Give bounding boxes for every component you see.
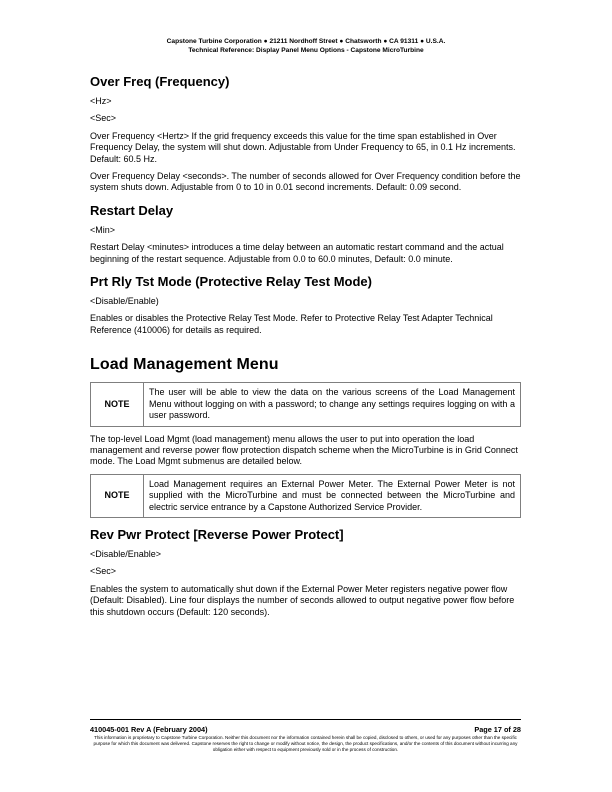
footer-page-number: Page 17 of 28	[474, 725, 521, 734]
rev-pwr-unit-sec: <Sec>	[90, 566, 117, 577]
footer-divider	[90, 719, 521, 720]
over-freq-heading: Over Freq (Frequency)	[90, 74, 230, 89]
note-label: NOTE	[91, 474, 144, 517]
load-management-heading: Load Management Menu	[90, 356, 279, 374]
rev-pwr-description: Enables the system to automatically shut down if the External Power Meter registers negative power flow (Default: Disabled). Line four displays the number of seconds allowed to output negative power flow before this shutdown occurs (Default: 120 seconds).	[90, 583, 515, 617]
over-freq-unit-hz: <Hz>	[90, 96, 112, 106]
note-box-password	[90, 382, 521, 426]
prt-rly-unit: <Disable/Enable)	[90, 296, 159, 307]
note-text: Load Management requires an External Power Meter. The External Power Meter is not supplied with the MicroTurbine and must be connected between the MicroTurbine and electric service entrance by a Capstone Authorized Service Provider.	[144, 474, 521, 517]
rev-pwr-unit-enable: <Disable/Enable>	[90, 548, 162, 559]
over-freq-unit-sec: <Sec>	[90, 113, 117, 124]
footer-doc-id: 410045-001 Rev A (February 2004)	[90, 725, 208, 734]
over-freq-description: Over Frequency <Hertz> If the grid frequency exceeds this value for the time span established in Over Frequency Delay, the system will shut down. Adjustable from Under Frequency to 65, in 0.1 Hz increments. Default: 60.5 Hz.	[90, 130, 516, 164]
header-address: Capstone Turbine Corporation ● 21211 Nordhoff Street ● Chatsworth ● CA 91311 ● U.S.A.	[166, 38, 446, 45]
header-doc-title: Technical Reference: Display Panel Menu Options - Capstone MicroTurbine	[188, 47, 424, 54]
note-box-power-meter	[90, 474, 521, 518]
prt-rly-heading: Prt Rly Tst Mode (Protective Relay Test Mode)	[90, 274, 372, 290]
over-freq-delay-description: Over Frequency Delay <seconds>. The number of seconds allowed for Over Frequency condition before the system shuts down. Adjustable from 0 to 10 in 0.01 second increments. Default: 0.09 second.	[90, 171, 521, 193]
note-text: The user will be able to view the data on the various screens of the Load Management Menu without logging on with a password; to change any settings requires logging on with a user password.	[144, 383, 521, 426]
restart-delay-heading: Restart Delay	[90, 202, 174, 218]
load-management-description: The top-level Load Mgmt (load management) menu allows the user to put into operation the load management and reverse power flow protection dispatch scheme when the MicroTurbine is in Grid Connect mode. The Load Mgmt submenus are detailed below.	[90, 433, 518, 467]
rev-pwr-heading: Rev Pwr Protect [Reverse Power Protect]	[90, 526, 344, 542]
note-label: NOTE	[91, 383, 144, 426]
restart-delay-description: Restart Delay <minutes> introduces a time delay between an automatic restart command and the actual beginning of the restart sequence. Adjustable from 0.0 to 60.0 minutes, Default: 0.0 minute.	[90, 242, 504, 264]
prt-rly-description: Enables or disables the Protective Relay Test Mode. Refer to Protective Relay Test Adapter Technical Reference (410006) for details as required.	[90, 313, 493, 335]
restart-delay-unit: <Min>	[90, 224, 116, 235]
page-content	[90, 74, 521, 624]
footer-legal-notice: This information is proprietary to Capstone Turbine Corporation. Neither this document nor the information contained herein shall be copied, disclosed to others, or used for any purposes other than the specific purpose for which this document was delivered. Capstone reserves the right to change or modify without notice, the design, the product specifications, and/or the contents of this document without incurring any obligation either with respect to equipment previously sold or in the process of construction.	[93, 735, 518, 752]
page-header	[0, 37, 612, 55]
page-footer	[90, 725, 521, 734]
